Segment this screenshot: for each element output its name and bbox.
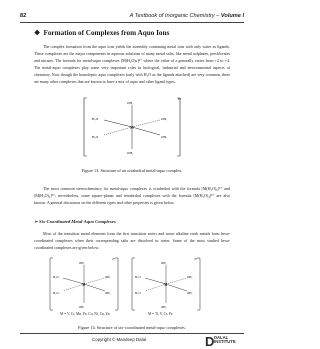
ligand-right-up: OH₂ bbox=[187, 275, 193, 279]
bond-right-down bbox=[166, 284, 187, 291]
logo-line-2: INSTITUTE bbox=[214, 339, 236, 345]
header-rule bbox=[20, 22, 244, 23]
metal-center-label: M bbox=[82, 283, 86, 287]
bond-left-up bbox=[145, 278, 166, 284]
arrow-bullet-icon: ➢ bbox=[34, 219, 38, 224]
bond-right-up bbox=[84, 278, 105, 284]
right-bracket bbox=[177, 98, 180, 156]
octahedral-complex-figure bbox=[82, 96, 184, 158]
bond-left-down bbox=[104, 127, 132, 135]
metal-center-label: M bbox=[164, 283, 168, 287]
book-title bbox=[130, 13, 244, 19]
dalal-logo-icon: D bbox=[205, 334, 215, 349]
ligand-right-up: OH₂ bbox=[161, 117, 168, 121]
divalent-aquo-complex-figure bbox=[48, 256, 120, 312]
page-header bbox=[20, 13, 244, 22]
ligand-right-down: OH₂ bbox=[105, 291, 111, 295]
trivalent-aquo-complex-figure bbox=[130, 256, 202, 312]
bond-right-up bbox=[132, 120, 160, 127]
ligand-top: OH₂ bbox=[161, 261, 167, 265]
divalent-metals-label: M = V, Cr, Mn, Fe, Co, Ni, Cu, Zn bbox=[60, 312, 110, 316]
ligand-left-down: H₂O bbox=[92, 135, 99, 139]
right-bracket bbox=[115, 258, 118, 310]
subsection-heading bbox=[34, 219, 116, 225]
logo-line-1: DALAL bbox=[214, 335, 229, 340]
ligand-right-down: OH₂ bbox=[187, 291, 193, 295]
intro-paragraph: The complex formation from the aquo ions yields the assembly containing metal ions with only water as ligands. These complexes are the major components in aqueous solutions of many metal salts, like metal sulphates, perchlorates and nitrates. The formula for metal-aquo complexes [M(H₂O)ₙ]ⁿ⁺ where the value of z generally varies from +2 to +4. The metal-aquo complexes play some very important roles in biological, industrial and environmental aspects of chemistry. Now though the homoleptic aquo complexes (only with H₂O as the ligands attached) are very common, there are many other complexes that are known to have a mix of aquo and other ligand types. bbox=[34, 44, 230, 84]
left-bracket bbox=[50, 258, 53, 310]
diamond-bullet-icon: ❖ bbox=[34, 29, 41, 37]
figure-13-caption: Figure 13. Structure of an octahedral metal-aquo complex. bbox=[81, 168, 183, 173]
ligand-left-down: H₂O bbox=[53, 291, 59, 295]
trivalent-metals-label: M = Ti, V, Cr, Fe bbox=[148, 312, 173, 316]
page-footer bbox=[0, 334, 264, 349]
figure-14-caption: Figure 14. Structure of six-coordinated metal-aquo complexes. bbox=[78, 325, 186, 330]
dalal-logo-text bbox=[214, 336, 236, 345]
section-title: Formation of Complexes from Aquo Ions bbox=[43, 29, 170, 37]
stereochemistry-paragraph: The most common stereochemistry for metal-aquo complexes is octahedral with the formula [M(H₂O)₆]²⁺ and [M(H₂O)₆]³⁺; nevertheless, some square-planar and tetrahedral complexes with the formula [M(H₂O)₄]²⁺ are also known. A general discussion on the different types and other properties is given below. bbox=[34, 186, 230, 205]
ligand-top: OH₂ bbox=[79, 261, 85, 265]
charge-label: 2+ bbox=[112, 257, 116, 261]
bond-right-down bbox=[132, 127, 160, 135]
right-bracket bbox=[197, 258, 200, 310]
ligand-left-up: H₂O bbox=[135, 275, 141, 279]
bond-left-down bbox=[145, 284, 166, 291]
ligand-bottom: OH₂ bbox=[79, 305, 85, 309]
copyright-text: Copyright © Mandeep Dalal bbox=[92, 336, 146, 342]
charge-label: 3+ bbox=[194, 257, 198, 261]
bond-right-down bbox=[84, 284, 105, 291]
section-heading bbox=[34, 28, 169, 37]
bond-right-up bbox=[166, 278, 187, 284]
ligand-top: OH₂ bbox=[127, 101, 134, 105]
bond-left-down bbox=[63, 284, 84, 291]
left-bracket bbox=[84, 98, 87, 156]
ligand-bottom: OH₂ bbox=[127, 151, 134, 155]
ligand-left-down: H₂O bbox=[135, 291, 141, 295]
metal-center-label: M bbox=[130, 125, 134, 130]
ligand-left-up: H₂O bbox=[92, 117, 99, 121]
book-title-prefix: A Textbook of Inorganic Chemistry – bbox=[129, 13, 221, 19]
ligand-left-up: H₂O bbox=[53, 275, 59, 279]
ligand-right-up: OH₂ bbox=[105, 275, 111, 279]
ligand-bottom: OH₂ bbox=[161, 305, 167, 309]
hexa-coordinated-paragraph: Most of the transition metal elements from the first transition series and some alkaline earth metals form hexa-coordinated complexes when their corresponding salts are dissolved in water. Some of the most studied hexa-coordinated complexes are given below. bbox=[34, 231, 230, 250]
bond-left-up bbox=[104, 120, 132, 127]
left-bracket bbox=[132, 258, 135, 310]
subsection-title: Six-Coordinated Metal-Aquo Complexes bbox=[39, 219, 116, 224]
page-number: 82 bbox=[20, 13, 27, 19]
bond-left-up bbox=[63, 278, 84, 284]
charge-label: z+ bbox=[178, 97, 182, 101]
ligand-right-down: OH₂ bbox=[161, 135, 168, 139]
book-title-volume: Volume I bbox=[220, 13, 244, 19]
